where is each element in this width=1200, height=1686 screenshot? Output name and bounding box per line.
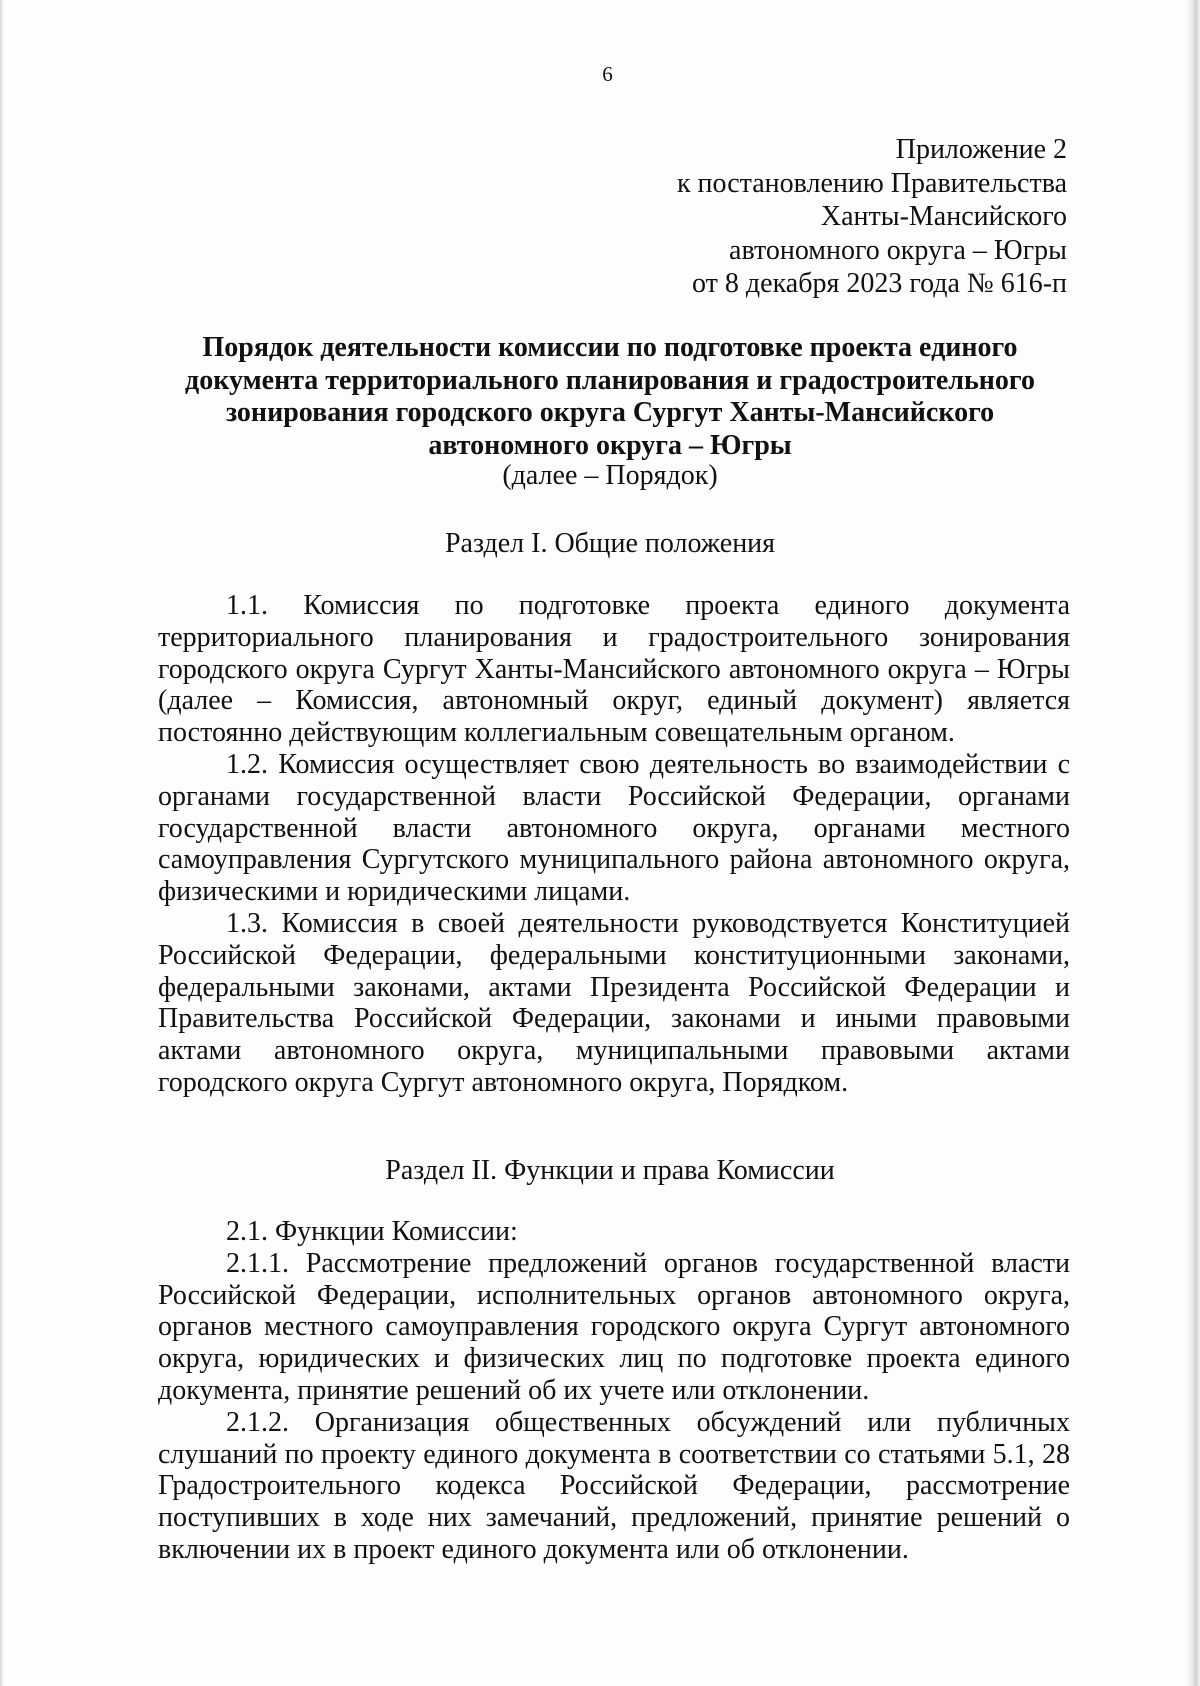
subheading-2-1: 2.1. Функции Комиссии: [226,1216,518,1247]
document-subtitle: (далее – Порядок) [502,460,718,491]
paragraph-1-2: 1.2. Комиссия осуществляет свою деятельность во взаимодействии с органами государственной власти Российской Федерации, органами государственной власти автономного округа, органами местного самоуправления Сургутского муниципального района автономного округа, физическими и юридическими лицами. [158,748,1070,908]
paragraph-1-3: 1.3. Комиссия в своей деятельности руководствуется Конституцией Российской Федерации, федеральными конституционными законами, федеральными законами, актами Президента Российской Федерации и Правительства Российской Федерации, законами и иными правовыми актами автономного округа, муниципальными правовыми актами городского округа Сургут автономного округа, Порядком. [158,907,1070,1098]
paragraph-2-1-1: 2.1.1. Рассмотрение предложений органов государственной власти Российской Федерации, исполнительных органов автономного округа, органов местного самоуправления городского округа Сургут автономного округа, юридических и физических лиц по подготовке проекта единого документа, принятие решений об их учете или отклонении. [158,1247,1070,1406]
title-line: автономного округа – Югры [428,429,792,461]
title-line: Порядок деятельности комиссии по подготовке проекта единого [202,332,1018,363]
scan-edge-right [1186,0,1200,1686]
scan-edge-left [0,0,4,1686]
page-number: 6 [602,62,613,86]
appendix-line: Ханты-Мансийского [820,201,1067,232]
section-2-body [158,1216,1070,1566]
section-heading-2: Раздел II. Функции и права Комиссии [385,1155,835,1186]
document-title [160,332,1060,462]
appendix-line: от 8 декабря 2023 года № 616-п [692,268,1067,299]
appendix-line: к постановлению Правительства [676,167,1067,199]
paragraph-1-1: 1.1. Комиссия по подготовке проекта единого документа территориального планирования и градостроительного зонирования городского округа Сургут Ханты-Мансийского автономного округа – Югры (далее – Комиссия, автономный округ, единый документ) является постоянно действующим коллегиальным совещательным органом. [158,590,1070,749]
paragraph-2-1-2: 2.1.2. Организация общественных обсуждений или публичных слушаний по проекту единого документа в соответствии со статьями 5.1, 28 Градостроительного кодекса Российской Федерации, рассмотрение поступивших в ходе них замечаний, предложений, принятие решений о включении их в проект единого документа или об отклонении. [158,1406,1070,1565]
section-1-body [158,590,1070,1099]
appendix-line: автономного округа – Югры [729,234,1067,266]
title-line: зонирования городского округа Сургут Ханты-Мансийского [225,397,995,428]
appendix-block [677,133,1067,301]
title-line: документа территориального планирования и градостроительного [185,364,1035,396]
section-heading-1: Раздел I. Общие положения [444,528,776,559]
appendix-line: Приложение 2 [895,134,1067,165]
